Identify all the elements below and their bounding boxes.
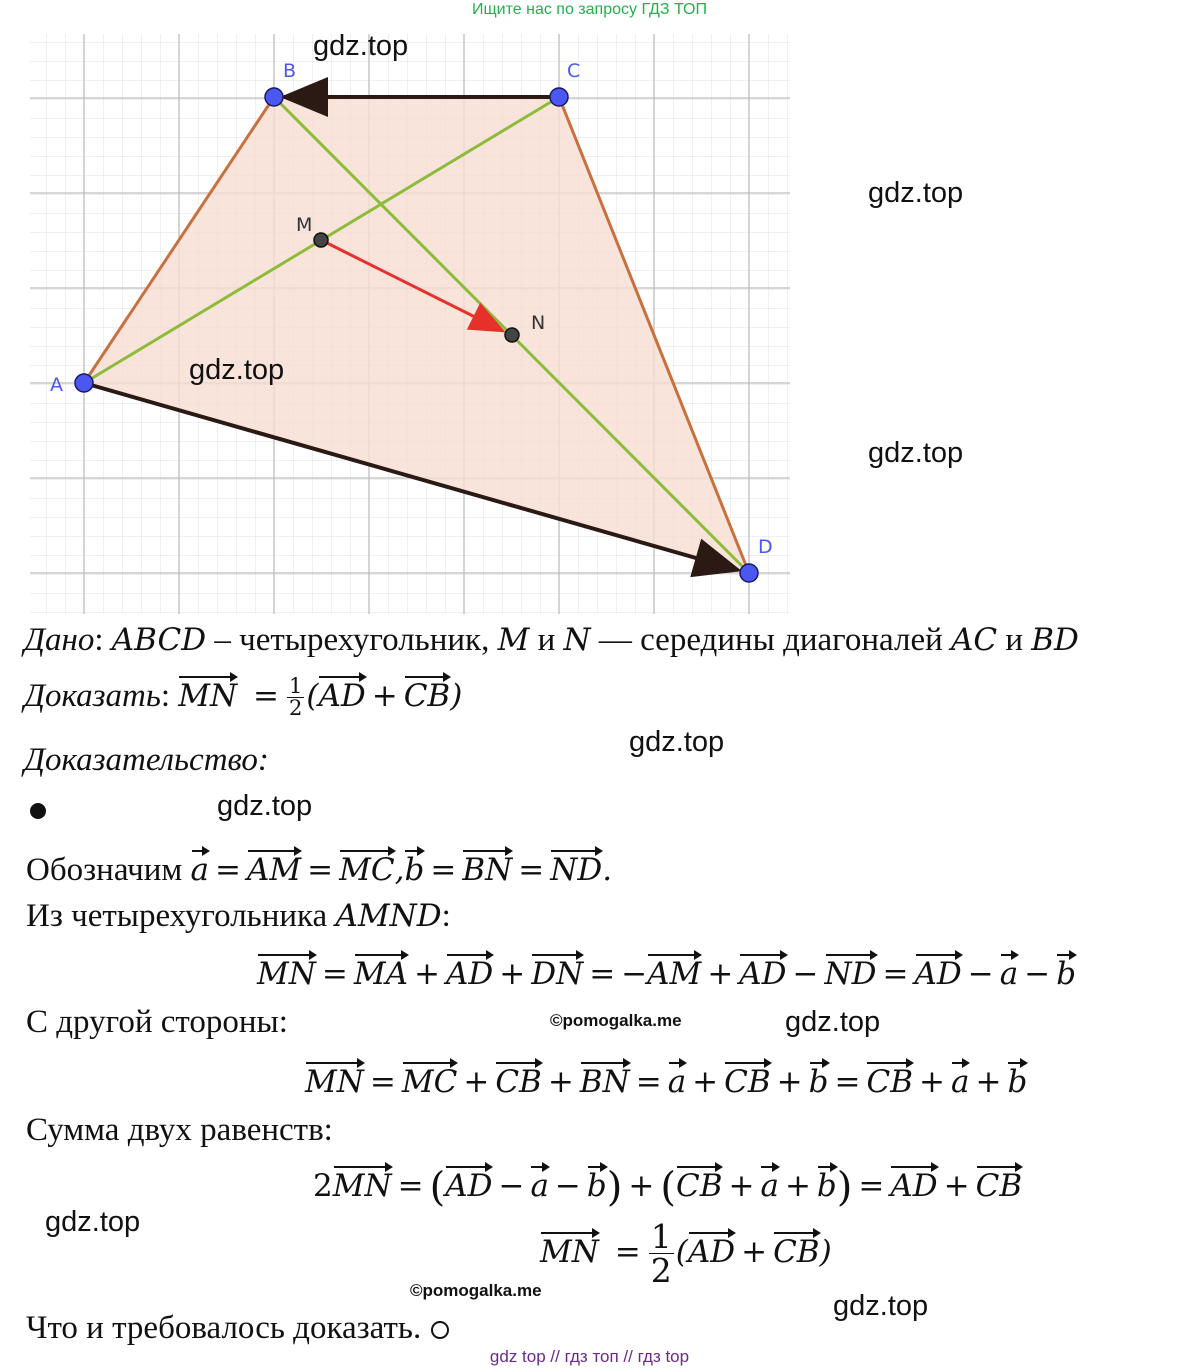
point-c: [550, 88, 568, 106]
label-n: N: [531, 312, 546, 334]
from-quad-line: Из четырехугольника AMND:: [26, 898, 451, 934]
point-a: [75, 374, 93, 392]
footer: gdz top // гдз топ // гдз top: [489, 1347, 690, 1366]
qed-line: Что и требовалось доказать.: [26, 1310, 449, 1347]
prove-label: Доказать: [24, 678, 161, 714]
label-c: C: [567, 60, 581, 82]
label-m: M: [296, 214, 313, 236]
denote-line: Обозначим a = AM = MC,b = BN = ND.: [26, 846, 612, 889]
point-n: [505, 328, 519, 342]
point-d: [740, 564, 758, 582]
equation-2: MN = MC + CB + BN = a + CB + b = CB + a + b: [305, 1058, 1027, 1100]
given-line: Дано: ABCD – четырехугольник, M и N — середины диагоналей AC и BD: [24, 622, 1079, 658]
copyright-watermark: ©pomogalka.me: [550, 1011, 682, 1030]
equation-4: MN = $\frac{1}{2}$ (AD + CB): [540, 1217, 832, 1290]
qed-circle-icon: [431, 1321, 449, 1339]
label-a: A: [50, 374, 63, 396]
point-b: [265, 88, 283, 106]
watermark: gdz.top: [833, 1290, 929, 1322]
label-b: B: [283, 60, 297, 82]
watermark: gdz.top: [189, 354, 285, 386]
other-side-line: С другой стороны:: [26, 1004, 288, 1040]
watermark: gdz.top: [45, 1206, 141, 1238]
quadrilateral-figure: [0, 0, 800, 620]
watermark: gdz.top: [785, 1006, 881, 1038]
prove-line: Доказать: MN = $\frac{1}{2}$ (AD + CB): [24, 674, 463, 720]
equation-1: MN = MA + AD + DN = −AM + AD − ND = AD − a − b: [257, 950, 1076, 992]
label-d: D: [758, 536, 773, 558]
sum-line: Сумма двух равенств:: [26, 1112, 333, 1148]
given-label: Дано: [24, 622, 95, 658]
point-m: [314, 233, 328, 247]
copyright-watermark: ©pomogalka.me: [410, 1281, 542, 1300]
watermark: gdz.top: [868, 437, 964, 469]
equation-3: 2MN = (AD − a − b) + (CB + a + b) = AD + CB: [313, 1162, 1022, 1211]
bullet: [30, 803, 46, 819]
watermark: gdz.top: [629, 726, 725, 758]
watermark: gdz.top: [313, 30, 409, 62]
watermark: gdz.top: [217, 790, 313, 822]
top-banner: Ищите нас по запросу ГДЗ ТОП: [472, 1, 707, 18]
proof-label: Доказательство:: [24, 742, 269, 778]
watermark: gdz.top: [868, 177, 964, 209]
